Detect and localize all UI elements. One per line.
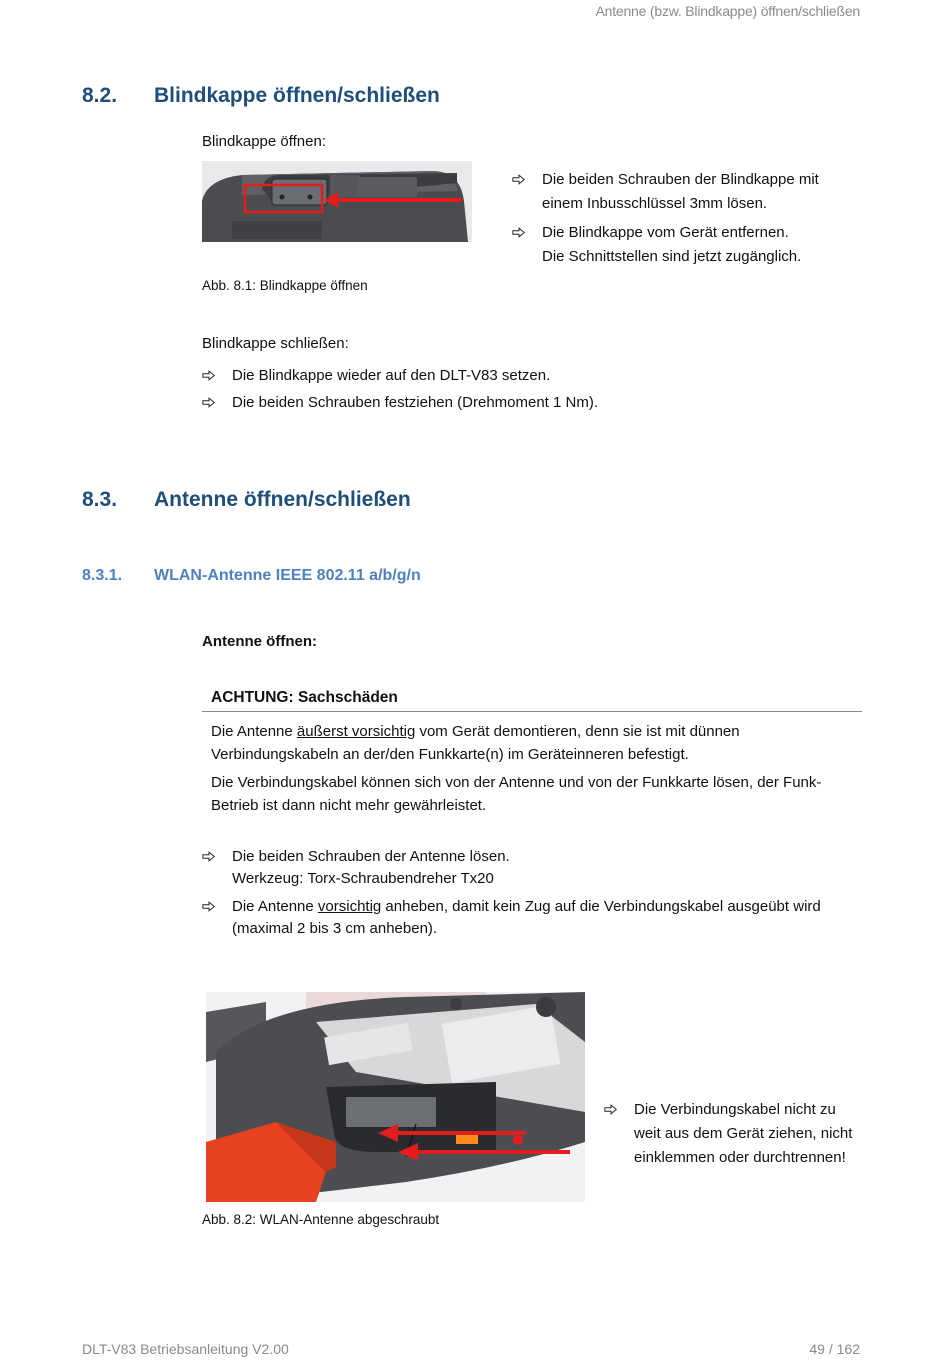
arrow-right-icon [202, 364, 218, 388]
subsection-number-8-3-1: 8.3.1. [82, 567, 123, 584]
arrow-right-icon [202, 846, 218, 870]
step-item [512, 168, 852, 218]
section-title-8-2: Blindkappe öffnen/schließen [154, 84, 440, 107]
step-text: Die beiden Schrauben der Blindkappe mit einem Inbusschlüssel 3mm lösen. [542, 171, 819, 212]
figure-note-text: Die Verbindungskabel nicht zu weit aus dem Gerät ziehen, nicht einklemmen oder durchtrennen! [634, 1101, 853, 1166]
section-number-8-3: 8.3. [82, 488, 118, 511]
footer-page-number: 49 / 162 [809, 1341, 860, 1357]
warning-paragraph-1: Die Antenne äußerst vorsichtig vom Gerät demontieren, denn sie ist mit dünnen Verbindungskabeln an der/den Funkkarte(n) im Geräteinneren befestigt. [211, 723, 740, 763]
step-item [202, 391, 802, 415]
figure-note-item [604, 1098, 884, 1173]
figure-8-1-caption: Abb. 8.1: Blindkappe öffnen [202, 278, 368, 293]
step-text: Die Blindkappe vom Gerät entfernen. Die Schnittstellen sind jetzt zugänglich. [542, 224, 802, 265]
arrow-right-icon [512, 168, 528, 192]
running-header: Antenne (bzw. Blindkappe) öffnen/schließen [595, 3, 860, 19]
step-text: Die Antenne vorsichtig anheben, damit kein Zug auf die Verbindungskabel ausgeübt wird (maximal 2 bis 3 cm anheben). [232, 898, 821, 937]
warning-divider [202, 711, 862, 712]
section-title-8-3: Antenne öffnen/schließen [154, 488, 411, 511]
step-item [512, 221, 852, 271]
blindkappe-close-label: Blindkappe schließen: [202, 335, 349, 352]
blindkappe-open-label: Blindkappe öffnen: [202, 133, 326, 150]
figure-8-2-caption: Abb. 8.2: WLAN-Antenne abgeschraubt [202, 1212, 440, 1227]
step-text: Die beiden Schrauben festziehen (Drehmoment 1 Nm). [232, 394, 599, 411]
footer-doc-title: DLT-V83 Betriebsanleitung V2.00 [82, 1341, 289, 1357]
figure-8-2-image [206, 992, 585, 1202]
arrow-right-icon [604, 1098, 620, 1122]
step-item [202, 896, 842, 942]
arrow-right-icon [202, 391, 218, 415]
antenne-open-label: Antenne öffnen: [202, 633, 317, 650]
figure-8-1-image [202, 161, 472, 242]
step-item [202, 364, 802, 388]
arrow-right-icon [512, 221, 528, 245]
section-number-8-2: 8.2. [82, 84, 118, 107]
step-text: Die Blindkappe wieder auf den DLT-V83 setzen. [232, 367, 551, 384]
subsection-title-8-3-1: WLAN-Antenne IEEE 802.11 a/b/g/n [154, 567, 421, 584]
arrow-right-icon [202, 896, 218, 920]
warning-paragraph-2: Die Verbindungskabel können sich von der Antenne und von der Funkkarte lösen, der Funk- Betrieb ist dann nicht mehr gewährleistet. [211, 774, 822, 814]
warning-title: ACHTUNG: Sachschäden [211, 689, 398, 706]
step-text: Die beiden Schrauben der Antenne lösen. Werkzeug: Torx-Schraubendreher Tx20 [232, 848, 510, 887]
step-item [202, 846, 822, 892]
